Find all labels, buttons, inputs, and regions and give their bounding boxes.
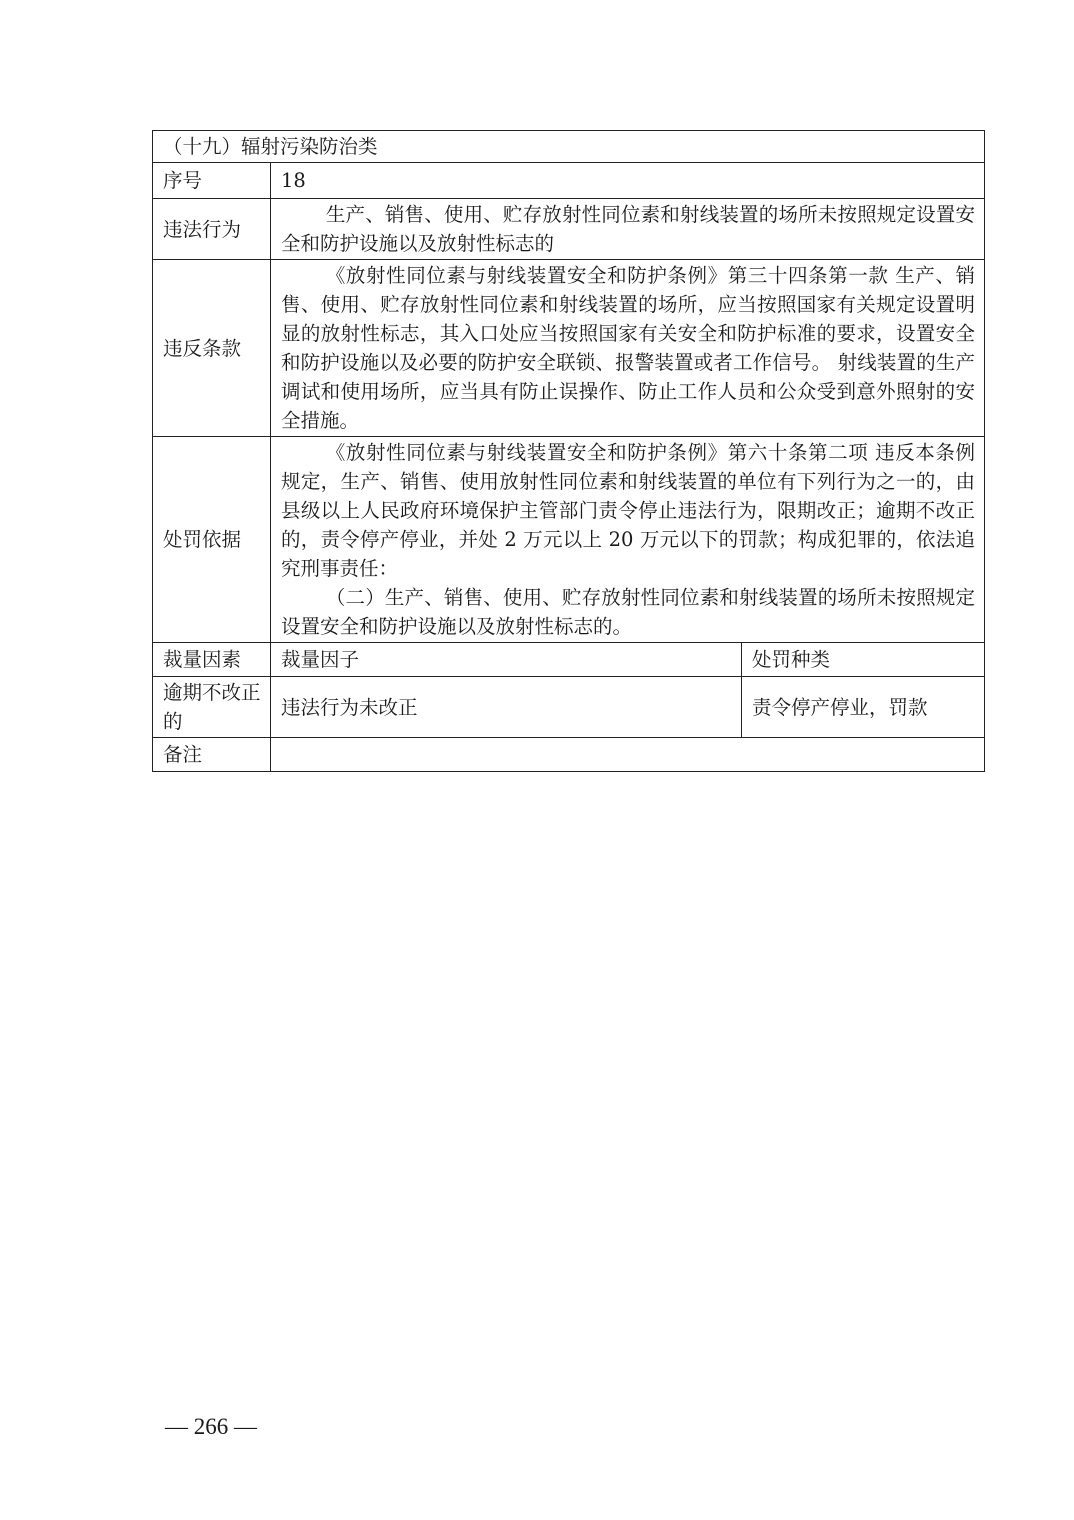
violated-clause-text: 《放射性同位素与射线装置安全和防护条例》第三十四条第一款 生产、销售、使用、贮存放射性同位素和射线装置的场所，应当按照国家有关规定设置明显的放射性标志，其入口处应当按照国家有关安全和防护标准的要求，设置安全和防护设施以及必要的防护安全联锁、报警装置或者工作信号。 射线装置的生产调试和使用场所，应当具有防止误操作、防止工作人员和公众受到意外照射的安全措施。: [281, 264, 975, 432]
penalty-basis-paragraph-1: 《放射性同位素与射线装置安全和防护条例》第六十条第二项 违反本条例规定，生产、销售、使用放射性同位素和射线装置的单位有下列行为之一的，由县级以上人民政府环境保护主管部门责令停止违法行为，限期改正；逾期不改正的，责令停产停业，并处 2 万元以上 20 万元以下的罚款；构成犯罪的，依法追究刑事责任：: [281, 441, 975, 580]
overdue-label: 逾期不改正的: [153, 677, 271, 738]
seq-value: 18: [271, 163, 985, 199]
factor-header: 裁量因子: [271, 643, 742, 677]
penalty-basis-label: 处罚依据: [153, 437, 271, 643]
seq-label: 序号: [153, 163, 271, 199]
remarks-row: [153, 738, 985, 772]
violation-text: 生产、销售、使用、贮存放射性同位素和射线装置的场所未按照规定设置安全和防护设施以及放射性标志的: [281, 203, 975, 255]
discretion-label: 裁量因素: [153, 643, 271, 677]
remarks-label: 备注: [153, 738, 271, 772]
violation-cell: [271, 199, 985, 260]
violated-clause-cell: [271, 260, 985, 437]
overdue-penalty-type: 责令停产停业，罚款: [742, 677, 985, 738]
penalty-basis-row: [153, 437, 985, 643]
violated-clause-row: [153, 260, 985, 437]
penalty-table: [152, 130, 985, 772]
penalty-basis-paragraph-2: （二）生产、销售、使用、贮存放射性同位素和射线装置的场所未按照规定设置安全和防护设施以及放射性标志的。: [281, 586, 975, 638]
violated-clause-label: 违反条款: [153, 260, 271, 437]
violation-row: [153, 199, 985, 260]
remarks-value: [271, 738, 985, 772]
page-number: — 266 —: [165, 1414, 257, 1439]
overdue-row: [153, 677, 985, 738]
discretion-header-row: [153, 643, 985, 677]
violation-label: 违法行为: [153, 199, 271, 260]
penalty-basis-cell: [271, 437, 985, 643]
seq-row: [153, 163, 985, 199]
section-title-row: [153, 131, 985, 163]
section-title: （十九）辐射污染防治类: [153, 131, 985, 163]
overdue-factor: 违法行为未改正: [271, 677, 742, 738]
penalty-type-header: 处罚种类: [742, 643, 985, 677]
